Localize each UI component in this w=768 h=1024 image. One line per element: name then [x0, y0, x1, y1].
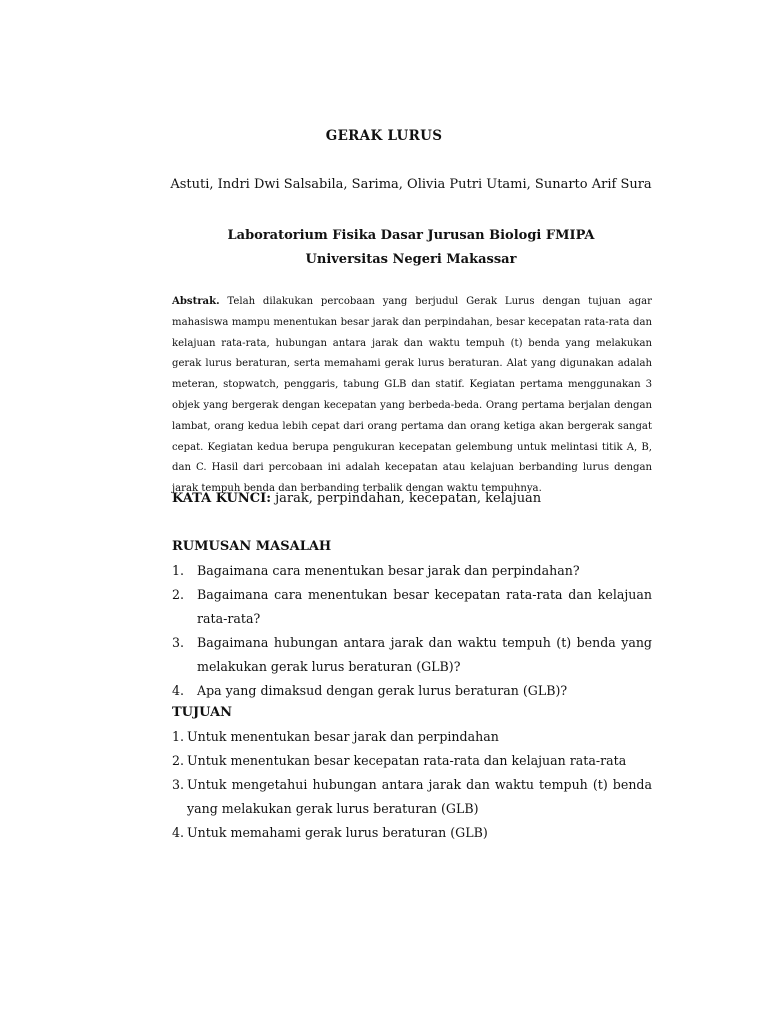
list-item [172, 583, 652, 631]
list-item [172, 773, 652, 821]
list-item-text: Bagaimana hubungan antara jarak dan waktu tempuh (t) benda yang melakukan gerak lurus beraturan (GLB)? [197, 635, 652, 674]
rumusan-masalah-list [172, 559, 652, 703]
list-item [172, 821, 652, 845]
list-item-number: 2. [172, 753, 185, 768]
list-item [172, 559, 652, 583]
list-item [172, 679, 652, 703]
tujuan-list [172, 725, 652, 845]
affiliation-line-lab: Laboratorium Fisika Dasar Jurusan Biologi FMIPA [227, 228, 595, 243]
list-item [172, 631, 652, 679]
list-item-text: Untuk menentukan besar jarak dan perpindahan [187, 729, 499, 744]
list-item-number: 1. [172, 563, 185, 578]
affiliation-block [0, 224, 768, 272]
list-item-text: Untuk memahami gerak lurus beraturan (GLB) [187, 825, 488, 840]
list-item [172, 749, 652, 773]
list-item-text: Bagaimana cara menentukan besar kecepatan rata-rata dan kelajuan rata-rata? [197, 587, 652, 626]
list-item-text: Untuk mengetahui hubungan antara jarak dan waktu tempuh (t) benda yang melakukan gerak lurus beraturan (GLB) [187, 777, 652, 816]
section-heading-tujuan: TUJUAN [172, 705, 233, 720]
list-item-text: Apa yang dimaksud dengan gerak lurus beraturan (GLB)? [197, 683, 568, 698]
author-list: Astuti, Indri Dwi Salsabila, Sarima, Olivia Putri Utami, Sunarto Arif Sura [170, 177, 652, 192]
keywords-text: jarak, perpindahan, kecepatan, kelajuan [271, 491, 542, 506]
abstract-paragraph [172, 292, 652, 500]
affiliation-line-university: Universitas Negeri Makassar [305, 252, 517, 267]
document-title: GERAK LURUS [325, 128, 443, 144]
list-item-number: 3. [172, 777, 185, 792]
list-item-text: Untuk menentukan besar kecepatan rata-rata dan kelajuan rata-rata [187, 753, 627, 768]
list-item-number: 2. [172, 587, 185, 602]
abstract-text: Telah dilakukan percobaan yang berjudul Gerak Lurus dengan tujuan agar mahasiswa mampu menentukan besar jarak dan perpindahan, besar kecepatan rata-rata dan kelajuan rata-rata, hubungan antara jarak dan waktu tempuh (t) benda yang melakukan gerak lurus beraturan, serta memahami gerak lurus beraturan. Alat yang digunakan adalah meteran, stopwatch, penggaris, tabung GLB dan statif. Kegiatan pertama menggunakan 3 objek yang bergerak dengan kecepatan yang berbeda-beda. Orang pertama berjalan dengan lambat, orang kedua lebih cepat dari orang pertama dan orang ketiga akan bergerak sangat cepat. Kegiatan kedua berupa pengukuran kecepatan gelembung untuk melintasi titik A, B, dan C. Hasil dari percobaan ini adalah kecepatan atau kelajuan berbanding lurus dengan jarak tempuh benda dan berbanding terbalik dengan waktu tempuhnya. [172, 296, 652, 495]
keywords-line [172, 491, 652, 506]
list-item [172, 725, 652, 749]
keywords-label: KATA KUNCI: [172, 491, 272, 506]
list-item-number: 1. [172, 729, 185, 744]
list-item-number: 3. [172, 635, 185, 650]
list-item-number: 4. [172, 683, 185, 698]
abstract-label: Abstrak. [172, 296, 220, 307]
list-item-number: 4. [172, 825, 185, 840]
section-heading-rumusan-masalah: RUMUSAN MASALAH [172, 539, 332, 554]
list-item-text: Bagaimana cara menentukan besar jarak dan perpindahan? [197, 563, 580, 578]
